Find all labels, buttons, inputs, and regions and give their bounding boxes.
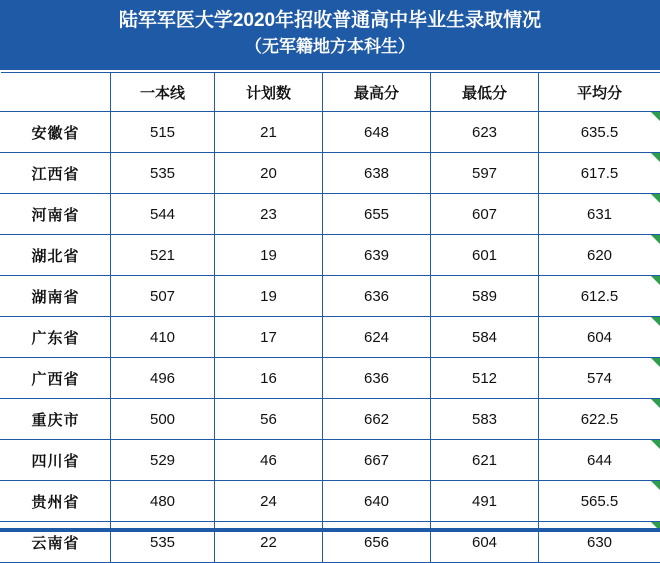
table-row — [1, 153, 660, 194]
table-row — [1, 317, 660, 358]
table-row — [1, 358, 660, 399]
cell-first-tier-line: 480 — [111, 481, 215, 522]
cell-average-score: 631 — [539, 194, 660, 235]
column-header-planned-count: 计划数 — [215, 73, 323, 112]
column-header-highest-score: 最高分 — [323, 73, 431, 112]
column-header-first-tier-line: 一本线 — [111, 73, 215, 112]
row-header-region: 河南省 — [1, 194, 111, 235]
cell-highest-score: 636 — [323, 276, 431, 317]
cell-average-score: 574 — [539, 358, 660, 399]
column-header-average-score: 平均分 — [539, 73, 660, 112]
row-header-region: 湖南省 — [1, 276, 111, 317]
cell-planned-count: 22 — [215, 522, 323, 563]
cell-highest-score: 639 — [323, 235, 431, 276]
cell-first-tier-line: 535 — [111, 522, 215, 563]
cell-highest-score: 656 — [323, 522, 431, 563]
table-row — [1, 235, 660, 276]
cell-average-score: 617.5 — [539, 153, 660, 194]
cell-lowest-score: 597 — [431, 153, 539, 194]
cell-first-tier-line: 496 — [111, 358, 215, 399]
table-body — [1, 112, 660, 563]
row-header-region: 贵州省 — [1, 481, 111, 522]
cell-highest-score: 667 — [323, 440, 431, 481]
cell-lowest-score: 604 — [431, 522, 539, 563]
cell-lowest-score: 621 — [431, 440, 539, 481]
cell-lowest-score: 589 — [431, 276, 539, 317]
cell-highest-score: 624 — [323, 317, 431, 358]
table-header — [1, 73, 660, 112]
cell-first-tier-line: 500 — [111, 399, 215, 440]
row-header-region: 湖北省 — [1, 235, 111, 276]
cell-planned-count: 19 — [215, 276, 323, 317]
title-block — [0, 0, 660, 72]
row-header-region: 重庆市 — [1, 399, 111, 440]
cell-highest-score: 648 — [323, 112, 431, 153]
row-header-region: 广东省 — [1, 317, 111, 358]
cell-first-tier-line: 507 — [111, 276, 215, 317]
table-row — [1, 112, 660, 153]
cell-lowest-score: 512 — [431, 358, 539, 399]
cell-average-score: 565.5 — [539, 481, 660, 522]
cell-planned-count: 16 — [215, 358, 323, 399]
bottom-accent-bar — [0, 528, 660, 532]
cell-highest-score: 640 — [323, 481, 431, 522]
cell-planned-count: 24 — [215, 481, 323, 522]
cell-highest-score: 655 — [323, 194, 431, 235]
row-header-region: 江西省 — [1, 153, 111, 194]
cell-lowest-score: 583 — [431, 399, 539, 440]
cell-first-tier-line: 410 — [111, 317, 215, 358]
cell-lowest-score: 491 — [431, 481, 539, 522]
cell-first-tier-line: 515 — [111, 112, 215, 153]
cell-planned-count: 21 — [215, 112, 323, 153]
cell-planned-count: 56 — [215, 399, 323, 440]
row-header-region: 安徽省 — [1, 112, 111, 153]
cell-planned-count: 20 — [215, 153, 323, 194]
table-row — [1, 194, 660, 235]
page-subtitle: （无军籍地方本科生） — [0, 34, 660, 60]
cell-highest-score: 638 — [323, 153, 431, 194]
cell-average-score: 630 — [539, 522, 660, 563]
cell-first-tier-line: 529 — [111, 440, 215, 481]
table-row — [1, 276, 660, 317]
cell-average-score: 635.5 — [539, 112, 660, 153]
admission-table — [0, 72, 660, 563]
cell-average-score: 620 — [539, 235, 660, 276]
column-header-region — [1, 73, 111, 112]
row-header-region: 四川省 — [1, 440, 111, 481]
cell-average-score: 622.5 — [539, 399, 660, 440]
cell-lowest-score: 623 — [431, 112, 539, 153]
cell-planned-count: 17 — [215, 317, 323, 358]
column-header-lowest-score: 最低分 — [431, 73, 539, 112]
cell-first-tier-line: 521 — [111, 235, 215, 276]
table-header-row — [1, 73, 660, 112]
cell-highest-score: 662 — [323, 399, 431, 440]
cell-planned-count: 19 — [215, 235, 323, 276]
cell-first-tier-line: 544 — [111, 194, 215, 235]
row-header-region: 云南省 — [1, 522, 111, 563]
cell-lowest-score: 584 — [431, 317, 539, 358]
row-header-region: 广西省 — [1, 358, 111, 399]
cell-highest-score: 636 — [323, 358, 431, 399]
cell-average-score: 604 — [539, 317, 660, 358]
table-row — [1, 481, 660, 522]
cell-planned-count: 23 — [215, 194, 323, 235]
page-title: 陆军军医大学2020年招收普通高中毕业生录取情况 — [0, 8, 660, 34]
cell-first-tier-line: 535 — [111, 153, 215, 194]
table-row — [1, 399, 660, 440]
cell-planned-count: 46 — [215, 440, 323, 481]
table-row — [1, 440, 660, 481]
cell-lowest-score: 607 — [431, 194, 539, 235]
cell-average-score: 612.5 — [539, 276, 660, 317]
cell-lowest-score: 601 — [431, 235, 539, 276]
cell-average-score: 644 — [539, 440, 660, 481]
